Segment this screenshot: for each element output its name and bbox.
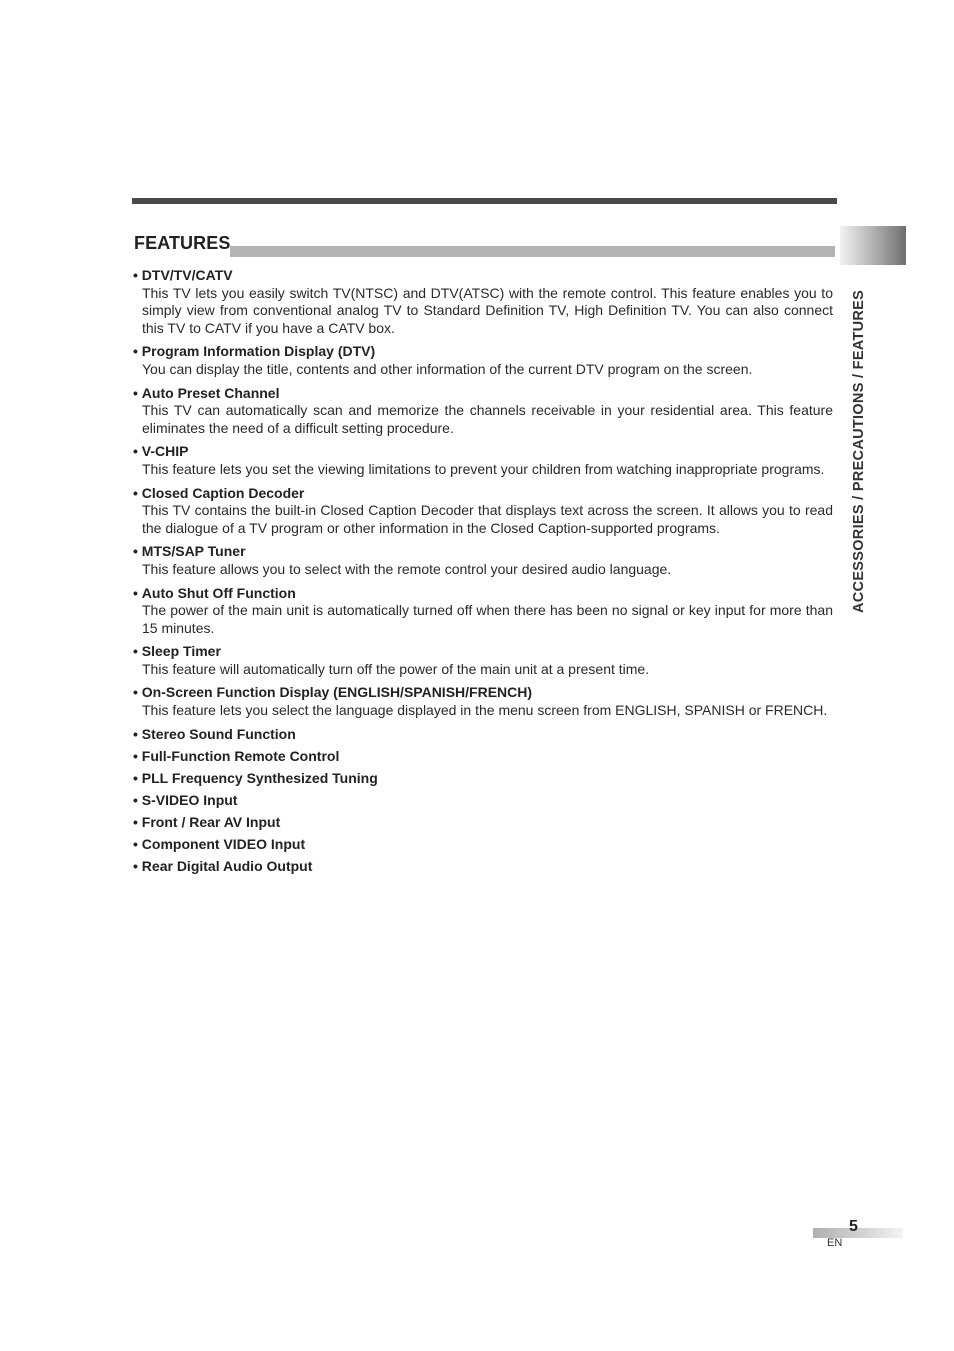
feature-title: • S-VIDEO Input bbox=[133, 792, 833, 810]
top-rule bbox=[132, 198, 837, 204]
feature-title: • DTV/TV/CATV bbox=[133, 267, 833, 285]
feature-title: • Front / Rear AV Input bbox=[133, 814, 833, 832]
feature-item bbox=[133, 343, 833, 378]
feature-title: • On-Screen Function Display (ENGLISH/SPANISH/FRENCH) bbox=[133, 684, 833, 702]
feature-item bbox=[133, 836, 833, 854]
feature-item bbox=[133, 443, 833, 478]
feature-description: You can display the title, contents and other information of the current DTV program on the screen. bbox=[142, 360, 753, 377]
side-section-label: ACCESSORIES / PRECAUTIONS / FEATURES bbox=[851, 289, 867, 613]
page-number: 5 bbox=[849, 1218, 858, 1235]
feature-item bbox=[133, 748, 833, 766]
feature-title: • Sleep Timer bbox=[133, 643, 833, 661]
feature-item bbox=[133, 792, 833, 810]
feature-item bbox=[133, 267, 833, 337]
feature-title: • PLL Frequency Synthesized Tuning bbox=[133, 770, 833, 788]
feature-item bbox=[133, 684, 833, 719]
feature-title: • Stereo Sound Function bbox=[133, 726, 833, 744]
feature-item bbox=[133, 643, 833, 678]
feature-description: This TV can automatically scan and memorize the channels receivable in your residential area. This feature eliminates the need of a difficult setting procedure. bbox=[142, 402, 833, 436]
feature-title: • Auto Preset Channel bbox=[133, 385, 833, 403]
feature-title: • Full-Function Remote Control bbox=[133, 748, 833, 766]
feature-item bbox=[133, 858, 833, 876]
feature-description: This TV lets you easily switch TV(NTSC) and DTV(ATSC) with the remote control. This feature enables you to simply view from conventional analog TV to Standard Definition TV, High Definition TV. You can also connect this TV to CATV if you have a CATV box. bbox=[142, 284, 833, 336]
feature-description: The power of the main unit is automatically turned off when there has been no signal or key input for more than 15 minutes. bbox=[142, 602, 833, 636]
feature-list bbox=[133, 267, 833, 880]
feature-description: This feature lets you select the language displayed in the menu screen from ENGLISH, SPANISH or FRENCH. bbox=[142, 702, 828, 719]
section-title: FEATURES bbox=[134, 233, 231, 253]
feature-item bbox=[133, 485, 833, 538]
feature-title: • V-CHIP bbox=[133, 443, 833, 461]
page-language: EN bbox=[827, 1237, 843, 1249]
feature-item bbox=[133, 385, 833, 438]
feature-item bbox=[133, 726, 833, 744]
feature-description: This TV contains the built-in Closed Caption Decoder that displays text across the screen. It allows you to read the dialogue of a TV program or other information in the Closed Caption-supported programs. bbox=[142, 502, 833, 536]
feature-description: This feature allows you to select with the remote control your desired audio language. bbox=[142, 560, 672, 577]
heading-underline-bar bbox=[230, 246, 835, 257]
feature-title: • Closed Caption Decoder bbox=[133, 485, 833, 503]
feature-description: This feature lets you set the viewing limitations to prevent your children from watching inappropriate programs. bbox=[142, 460, 825, 477]
feature-title: • Auto Shut Off Function bbox=[133, 585, 833, 603]
feature-description: This feature will automatically turn off the power of the main unit at a present time. bbox=[142, 660, 650, 677]
feature-item bbox=[133, 543, 833, 578]
feature-title: • Program Information Display (DTV) bbox=[133, 343, 833, 361]
feature-title: • Component VIDEO Input bbox=[133, 836, 833, 854]
feature-item bbox=[133, 770, 833, 788]
feature-item bbox=[133, 585, 833, 638]
side-tab-marker bbox=[840, 226, 906, 265]
feature-title: • Rear Digital Audio Output bbox=[133, 858, 833, 876]
feature-title: • MTS/SAP Tuner bbox=[133, 543, 833, 561]
feature-item bbox=[133, 814, 833, 832]
